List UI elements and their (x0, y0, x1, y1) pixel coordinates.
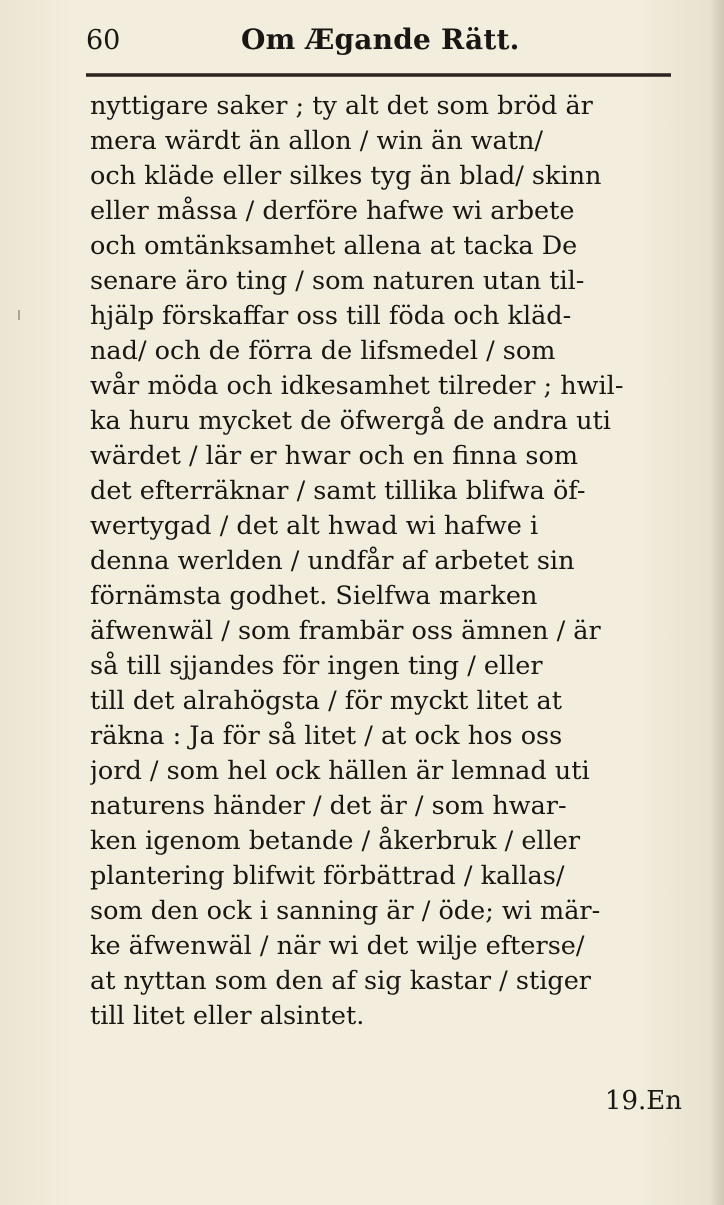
text-line: plantering blifwit förbättrad / kallas/ (90, 861, 565, 891)
text-line: nyttigare saker ; ty alt det som bröd är (90, 91, 593, 121)
text-line: räkna : Ja för så litet / at ock hos oss (90, 721, 563, 751)
text-line: wertygad / det alt hwad wi hafwe i (90, 511, 539, 541)
text-line: och kläde eller silkes tyg än blad/ skinn (90, 161, 602, 191)
text-line: så till sjjandes för ingen ting / eller (90, 651, 543, 681)
running-title: Om Ægande Rätt. (241, 23, 520, 56)
page-number: 60 (86, 25, 121, 56)
body-text (90, 89, 680, 1034)
text-line: ke äfwenwäl / när wi det wilje efterse/ (90, 931, 585, 961)
text-line: senare äro ting / som naturen utan til- (90, 266, 585, 296)
text-line: ken igenom betande / åkerbruk / eller (90, 826, 581, 856)
text-line: till det alrahögsta / för myckt litet at (90, 686, 562, 716)
page-edge-shadow (710, 0, 724, 1205)
text-line: ka huru mycket de öfwergå de andra uti (90, 406, 611, 436)
text-line: mera wärdt än allon / win än watn/ (90, 126, 544, 156)
text-line: naturens händer / det är / som hwar- (90, 791, 567, 821)
text-line: förnämsta godhet. Sielfwa marken (90, 581, 538, 611)
text-line: wår möda och idkesamhet tilreder ; hwil- (90, 371, 624, 401)
text-line: äfwenwäl / som frambär oss ämnen / är (90, 616, 601, 646)
text-line: denna werlden / undfår af arbetet sin (90, 546, 575, 576)
text-line: det efterräknar / samt tillika blifwa öf- (90, 476, 586, 506)
text-line: wärdet / lär er hwar och en finna som (90, 441, 579, 471)
page-header (86, 18, 686, 68)
text-line: hjälp förskaffar oss till föda och kläd- (90, 301, 572, 331)
text-line: och omtänksamhet allena at tacka De (90, 231, 578, 261)
header-rule (86, 73, 671, 77)
text-line: jord / som hel ock hällen är lemnad uti (90, 756, 590, 786)
text-line: som den ock i sanning är / öde; wi mär- (90, 896, 601, 926)
text-line: eller måssa / derföre hafwe wi arbete (90, 196, 575, 226)
text-line: at nyttan som den af sig kastar / stiger (90, 966, 591, 996)
text-line: nad/ och de förra de lifsmedel / som (90, 336, 556, 366)
catchword: 19.En (604, 1086, 682, 1116)
text-line: till litet eller alsintet. (90, 1001, 365, 1031)
paper-speck (18, 310, 20, 320)
